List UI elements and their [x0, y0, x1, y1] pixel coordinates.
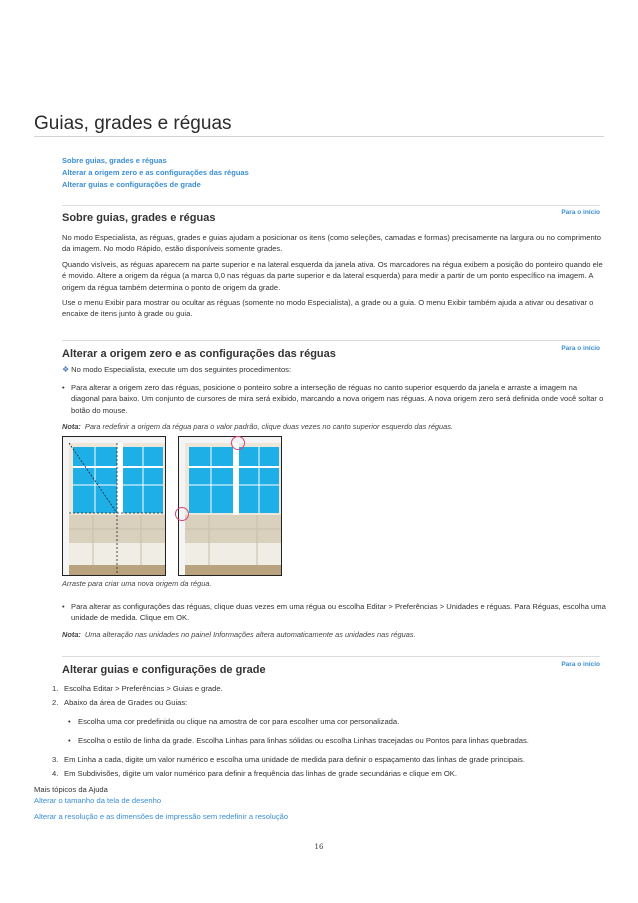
- diamond-icon: ❖: [62, 365, 70, 374]
- list-item: 4. Em Subdivisões, digite um valor numérico para definir a frequência das linhas de grade secundárias e clique em OK.: [52, 769, 457, 779]
- list-item: 1. Escolha Editar > Preferências > Guias e grade.: [52, 684, 223, 693]
- list-item: • Escolha uma cor predefinida ou clique na amostra de cor para escolher uma cor personalizada.: [68, 716, 596, 727]
- more-help-link-resolucao[interactable]: Alterar a resolução e as dimensões de impressão sem redefinir a resolução: [34, 812, 289, 821]
- back-to-top-link[interactable]: Para o início: [561, 209, 600, 216]
- note-reguas: [62, 630, 416, 639]
- top-ruler-origin-marker-icon: [231, 436, 245, 450]
- page-number: 16: [314, 843, 324, 851]
- title-divider: [34, 136, 604, 137]
- note-text: Para redefinir a origem da régua para o valor padrão, clique duas vezes no canto superior esquerdo das réguas.: [84, 422, 454, 431]
- list-item: • Para alterar a origem zero das réguas, posicione o ponteiro sobre a interseção de réguas no canto superior esquerdo da janela e arraste a imagem na diagonal para baixo. Um conjunto de cursores de mira será exibido, marcando a nova origem nas réguas. A nova origem zero será definida onde você soltar o botão do mouse.: [62, 382, 606, 416]
- toc-link-origem[interactable]: Alterar a origem zero e as configurações das réguas: [62, 168, 249, 177]
- note-label: Nota:: [62, 422, 81, 431]
- toc-link-sobre[interactable]: Sobre guias, grades e réguas: [62, 156, 167, 165]
- section-title-grade: Alterar guias e configurações de grade: [62, 664, 266, 676]
- paragraph: No modo Especialista, as réguas, grades e guias ajudam a posicionar os itens (como seleções, camadas e formas) precisamente na largura ou no comprimento da imagem. No modo Rápido, estão disponíveis somente grades.: [62, 233, 602, 254]
- paragraph: Use o menu Exibir para mostrar ou ocultar as réguas (somente no modo Especialista), a grade ou a guia. O menu Exibir também ajuda a ativar ou desativar o encaixe de itens junto à grade ou guia.: [62, 298, 594, 319]
- list-item: • Escolha o estilo de linha da grade. Escolha Linhas para linhas sólidas ou escolha Linhas tracejadas ou Pontos para linhas quebradas.: [68, 735, 596, 746]
- building-illustration-after: [179, 437, 281, 575]
- section-title-sobre: Sobre guias, grades e réguas: [62, 212, 216, 224]
- back-to-top-link[interactable]: Para o início: [561, 345, 600, 352]
- list-item: • Para alterar as configurações das réguas, clique duas vezes em uma régua ou escolha Editar > Preferências > Unidades e réguas. Para Réguas, escolha uma unidade de medida. Clique em OK.: [62, 601, 606, 624]
- section-intro-origem: ❖ No modo Especialista, execute um dos seguintes procedimentos:: [62, 365, 292, 374]
- section-body-sobre: [62, 232, 606, 320]
- section-title-origem: Alterar a origem zero e as configurações das réguas: [62, 348, 336, 360]
- section-divider: [62, 205, 600, 206]
- paragraph: Quando visíveis, as réguas aparecem na parte superior e na lateral esquerda da janela ativa. Os marcadores na régua exibem a posição do ponteiro quando ele é movido. Altere a origem da régua (a marca 0,0 nas réguas da parte superior e da lateral esquerda) para medir a partir de um ponto específico na imagem. A origem da régua também determina o ponto de origem da grade.: [62, 259, 603, 292]
- note-label: Nota:: [62, 630, 81, 639]
- figure-before: [62, 436, 166, 576]
- table-of-contents: [62, 155, 249, 191]
- page-title: Guias, grades e réguas: [34, 113, 232, 134]
- section-divider: [62, 340, 600, 341]
- note-origem: [62, 422, 453, 431]
- bullet-list-reguas: [62, 601, 606, 624]
- more-help-label: Mais tópicos da Ajuda: [34, 785, 108, 794]
- toc-link-grade[interactable]: Alterar guias e configurações de grade: [62, 180, 201, 189]
- figure-after: [178, 436, 282, 576]
- section-divider: [62, 656, 600, 657]
- list-item: 3. Em Linha a cada, digite um valor numérico e escolha uma unidade de medida para definir o espaçamento das linhas de grade principais.: [52, 754, 525, 764]
- note-text: Uma alteração nas unidades no painel Informações altera automaticamente as unidades nas réguas.: [84, 630, 416, 639]
- figure-caption: Arraste para criar uma nova origem da régua.: [62, 579, 212, 588]
- steps-list-grade: [52, 683, 596, 779]
- more-help-link-tamanho[interactable]: Alterar o tamanho da tela de desenho: [34, 796, 162, 805]
- back-to-top-link[interactable]: Para o início: [561, 661, 600, 668]
- bullet-list-origem: [62, 382, 606, 416]
- left-ruler-origin-marker-icon: [175, 507, 189, 521]
- list-item: 2. Abaixo da área de Grades ou Guias:: [52, 698, 188, 708]
- building-illustration-before: [63, 437, 165, 575]
